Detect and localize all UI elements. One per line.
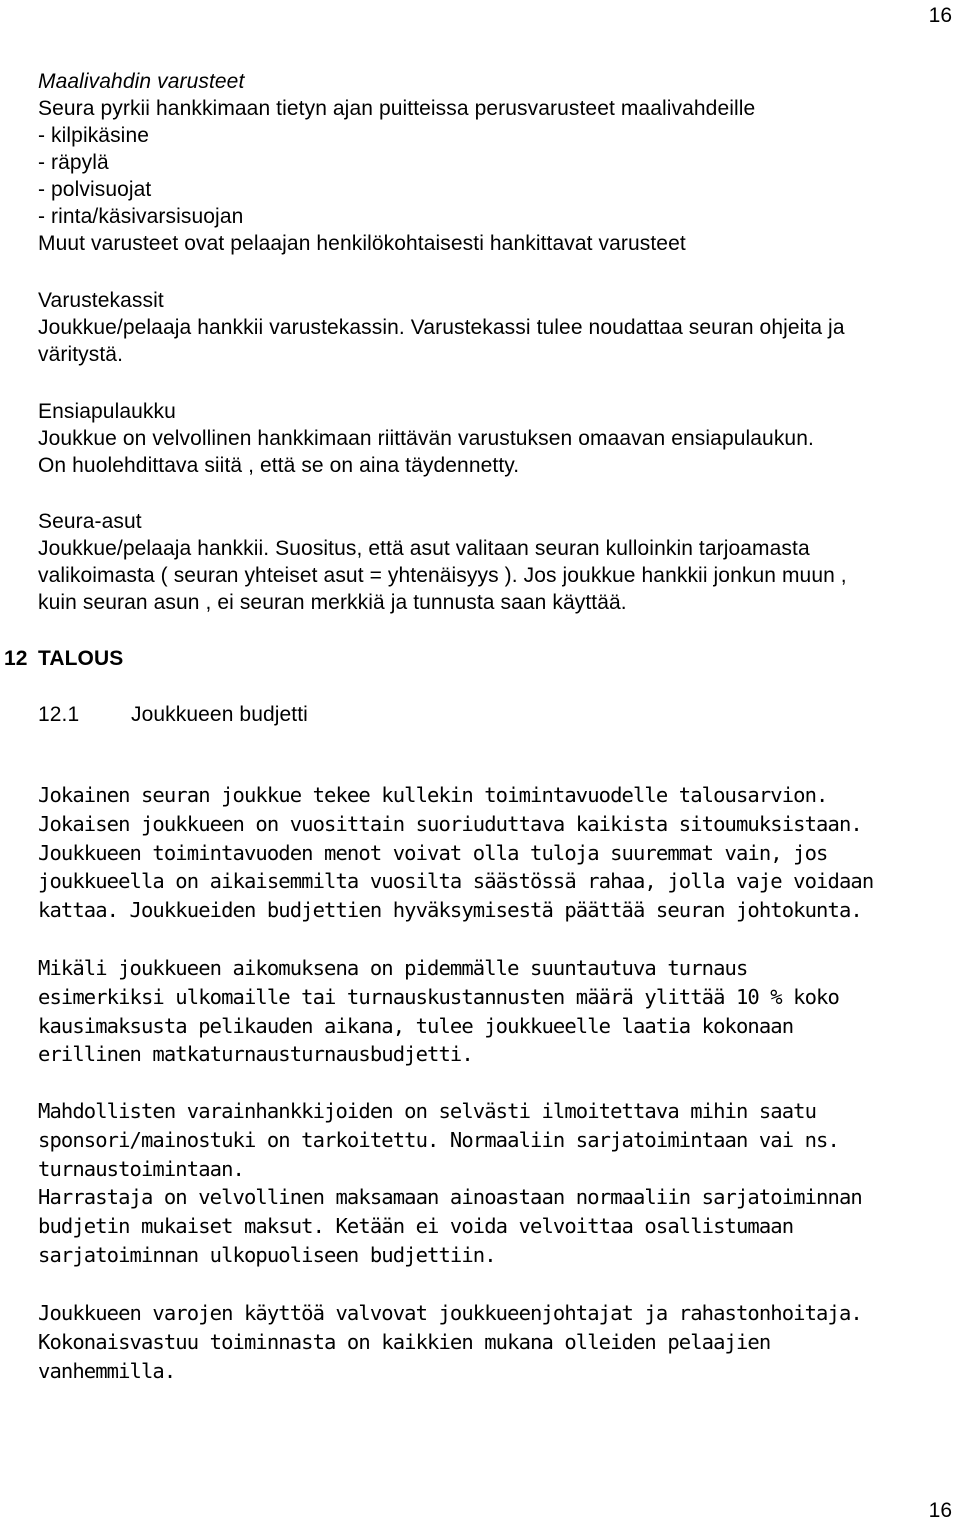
- text-line: Mahdollisten varainhankkijoiden on selvästi ilmoitettava mihin saatu: [38, 1099, 817, 1123]
- budget-paragraph-3: [38, 1097, 862, 1270]
- text-line: esimerkiksi ulkomaille tai turnauskustannusten määrä ylittää 10 % koko: [38, 984, 839, 1009]
- budget-paragraph-4: [38, 1299, 862, 1385]
- text-line: joukkueella on aikaisemmilta vuosilta säästössä rahaa, jolla vaje voidaan: [38, 869, 874, 894]
- text-line: vanhemmilla.: [38, 1358, 176, 1383]
- text-line: Joukkueen toimintavuoden menot voivat olla tuloja suuremmat vain, jos: [38, 840, 828, 865]
- section-number: 12: [4, 647, 28, 670]
- text-line: sarjatoiminnan ulkopuoliseen budjettiin.: [38, 1242, 496, 1267]
- goalkeeper-heading: Maalivahdin varusteet: [38, 70, 245, 93]
- firstaid-heading: Ensiapulaukku: [38, 400, 176, 423]
- text-line: kausimaksusta pelikauden aikana, tulee joukkueelle laatia kokonaan: [38, 1013, 794, 1038]
- bags-line: väritystä.: [38, 343, 124, 366]
- uniforms-line: Joukkue/pelaaja hankkii. Suositus, että asut valitaan seuran kulloinkin tarjoamasta: [38, 537, 810, 560]
- budget-paragraph-1: [38, 781, 873, 925]
- budget-paragraph-2: [38, 954, 839, 1069]
- list-item: - rinta/käsivarsisuojan: [38, 205, 244, 228]
- section-title: TALOUS: [38, 647, 124, 670]
- page-number-top: 16: [928, 4, 952, 27]
- uniforms-heading: Seura-asut: [38, 510, 142, 533]
- text-line: Jokainen seuran joukkue tekee kullekin toimintavuodelle talousarvion.: [38, 783, 828, 807]
- list-item: - kilpikäsine: [38, 124, 150, 147]
- list-item: - polvisuojat: [38, 178, 152, 201]
- subsection-number: 12.1: [38, 703, 80, 726]
- goalkeeper-intro: Seura pyrkii hankkimaan tietyn ajan puitteissa perusvarusteet maalivahdeille: [38, 97, 756, 120]
- uniforms-line: valikoimasta ( seuran yhteiset asut = yhtenäisyys ). Jos joukkue hankkii jonkun muun ,: [38, 564, 847, 587]
- goalkeeper-outro: Muut varusteet ovat pelaajan henkilökohtaisesti hankittavat varusteet: [38, 232, 686, 255]
- text-line: kattaa. Joukkueiden budjettien hyväksymisestä päättää seuran johtokunta.: [38, 898, 862, 923]
- subsection-title: Joukkueen budjetti: [131, 703, 308, 726]
- text-line: sponsori/mainostuki on tarkoitettu. Normaaliin sarjatoimintaan vai ns.: [38, 1127, 839, 1152]
- page-number-bottom: 16: [928, 1499, 952, 1522]
- text-line: budjetin mukaiset maksut. Ketään ei voida velvoittaa osallistumaan: [38, 1214, 794, 1239]
- list-item: - räpylä: [38, 151, 109, 174]
- firstaid-line: Joukkue on velvollinen hankkimaan riittävän varustuksen omaavan ensiapulaukun.: [38, 427, 814, 450]
- firstaid-line: On huolehdittava siitä , että se on aina täydennetty.: [38, 454, 520, 477]
- uniforms-line: kuin seuran asun , ei seuran merkkiä ja tunnusta saan käyttää.: [38, 591, 627, 614]
- bags-line: Joukkue/pelaaja hankkii varustekassin. Varustekassi tulee noudattaa seuran ohjeita ja: [38, 316, 845, 339]
- text-line: Mikäli joukkueen aikomuksena on pidemmälle suuntautuva turnaus: [38, 956, 748, 980]
- text-line: erillinen matkaturnausturnausbudjetti.: [38, 1042, 473, 1067]
- text-line: Kokonaisvastuu toiminnasta on kaikkien mukana olleiden pelaajien: [38, 1329, 771, 1354]
- text-line: turnaustoimintaan.: [38, 1156, 244, 1181]
- bags-heading: Varustekassit: [38, 289, 164, 312]
- text-line: Harrastaja on velvollinen maksamaan ainoastaan normaaliin sarjatoiminnan: [38, 1185, 862, 1210]
- text-line: Jokaisen joukkueen on vuosittain suoriuduttava kaikista sitoumuksistaan.: [38, 811, 862, 836]
- text-line: Joukkueen varojen käyttöä valvovat joukkueenjohtajat ja rahastonhoitaja.: [38, 1301, 862, 1325]
